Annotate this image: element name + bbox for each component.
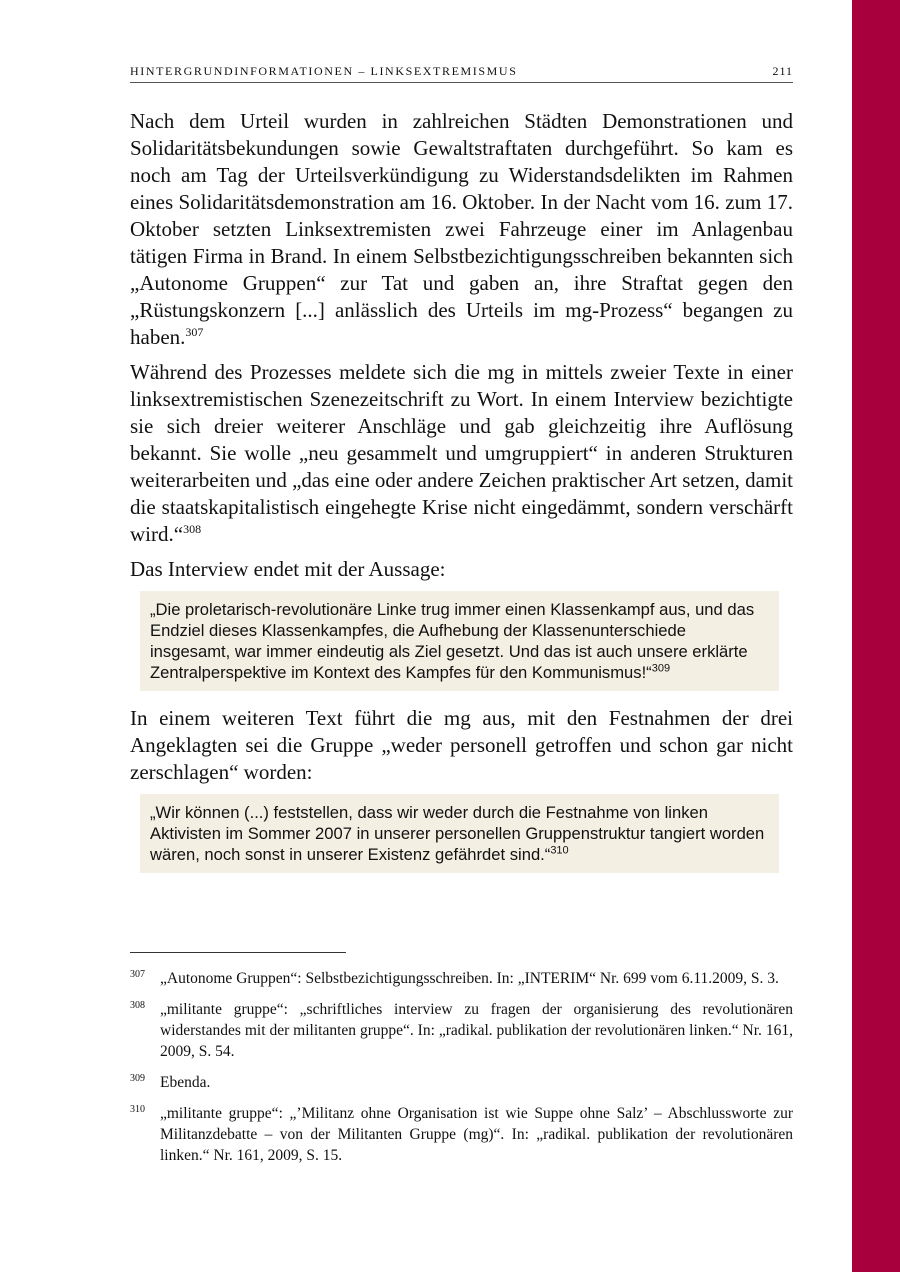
blockquote-1-text: „Die proletarisch-revolutionäre Linke trug immer einen Klassenkampf aus, und das Endziel dieses Klassenkampfes, die Aufhebung der Klassenunterschiede insgesamt, war immer eindeutig als Ziel gesetzt. Und das ist auch unsere erklärte Zentralperspektive im Kontext des Kampfes für den Kommunismus!“ (150, 600, 755, 682)
paragraph-2 (130, 359, 793, 548)
footnote-separator (130, 952, 346, 953)
paragraph-1 (130, 108, 793, 351)
blockquote-2-text: „Wir können (...) feststellen, dass wir weder durch die Festnahme von linken Aktivisten im Sommer 2007 in unserer personellen Gruppenstruktur tangiert worden wären, noch sonst in unserer Existenz gefährdet sind.“ (150, 803, 765, 864)
footnote-ref-308[interactable]: 308 (183, 522, 202, 536)
footnote-text: „Autonome Gruppen“: Selbstbezichtigungsschreiben. In: „INTERIM“ Nr. 699 vom 6.11.2009, S. 3. (160, 970, 779, 987)
footnote-number: 310 (130, 1104, 145, 1115)
paragraph-1-text: Nach dem Urteil wurden in zahlreichen Städten Demonstrationen und Solidaritätsbekundungen sowie Gewaltstraftaten durchgeführt. So kam es noch am Tag der Urteilsverkündigung zu Widerstandsdelikten im Rahmen eines Solidaritätsdemonstration am 16. Oktober. In der Nacht vom 16. zum 17. Oktober setzten Linksextremisten zwei Fahrzeuge einer im Anlagenbau tätigen Firma in Brand. In einem Selbstbezichtigungsschreiben bekannten sich „Autonome Gruppen“ zur Tat und gaben an, ihre Straftat gegen den „Rüstungskonzern [...] anlässlich des Urteils im mg-Prozess“ begangen zu haben. (130, 109, 793, 349)
blockquote-1 (140, 591, 779, 691)
footnote-item (130, 999, 793, 1062)
paragraph-4: In einem weiteren Text führt die mg aus, mit den Festnahmen der drei Angeklagten sei die Gruppe „weder personell getroffen und schon gar nicht zerschlagen“ worden: (130, 706, 793, 784)
footnote-item (130, 968, 793, 989)
footnote-text: „militante gruppe“: „’Militanz ohne Organisation ist wie Suppe ohne Salz’ – Abschlussworte zur Militanzdebatte – von der Militanten Gruppe (mg)“. In: „radikal. publikation der revolutionären linken.“ Nr. 161, 2009, S. 15. (160, 1105, 793, 1164)
page-number: 211 (772, 64, 793, 78)
paragraph-2-text: Während des Prozesses meldete sich die mg in mittels zweier Texte in einer linksextremistischen Szenezeitschrift zu Wort. In einem Interview bezichtigte sie sich dreier weiterer Anschläge und gab gleichzeitig ihre Auflösung bekannt. Sie wolle „neu gesammelt und umgruppiert“ in anderen Strukturen weiterarbeiten und „das eine oder andere Zeichen praktischer Art setzen, damit die staatskapitalistisch eingehegte Krise nicht eingedämmt, sondern verschärft wird.“ (130, 360, 793, 546)
footnote-ref-309[interactable]: 309 (651, 662, 671, 675)
footnote-number: 308 (130, 1000, 145, 1011)
footnote-text: Ebenda. (160, 1074, 211, 1091)
side-color-band (852, 0, 900, 1272)
footnotes (130, 968, 793, 1176)
running-title: HINTERGRUNDINFORMATIONEN – LINKSEXTREMISMUS (130, 64, 518, 78)
footnote-item (130, 1103, 793, 1166)
running-header (130, 64, 793, 83)
footnote-number: 309 (130, 1073, 145, 1084)
footnote-number: 307 (130, 969, 145, 980)
footnote-ref-307[interactable]: 307 (185, 325, 204, 339)
footnote-ref-310[interactable]: 310 (550, 844, 569, 857)
footnote-item (130, 1072, 793, 1093)
paragraph-3: Das Interview endet mit der Aussage: (130, 557, 446, 581)
blockquote-2 (140, 794, 779, 873)
footnote-text: „militante gruppe“: „schriftliches interview zu fragen der organisierung des revolutionären widerstandes mit der militanten gruppe“. In: „radikal. publikation der revolutionären linken.“ Nr. 161, 2009, S. 54. (160, 1001, 793, 1060)
main-content (130, 108, 793, 887)
